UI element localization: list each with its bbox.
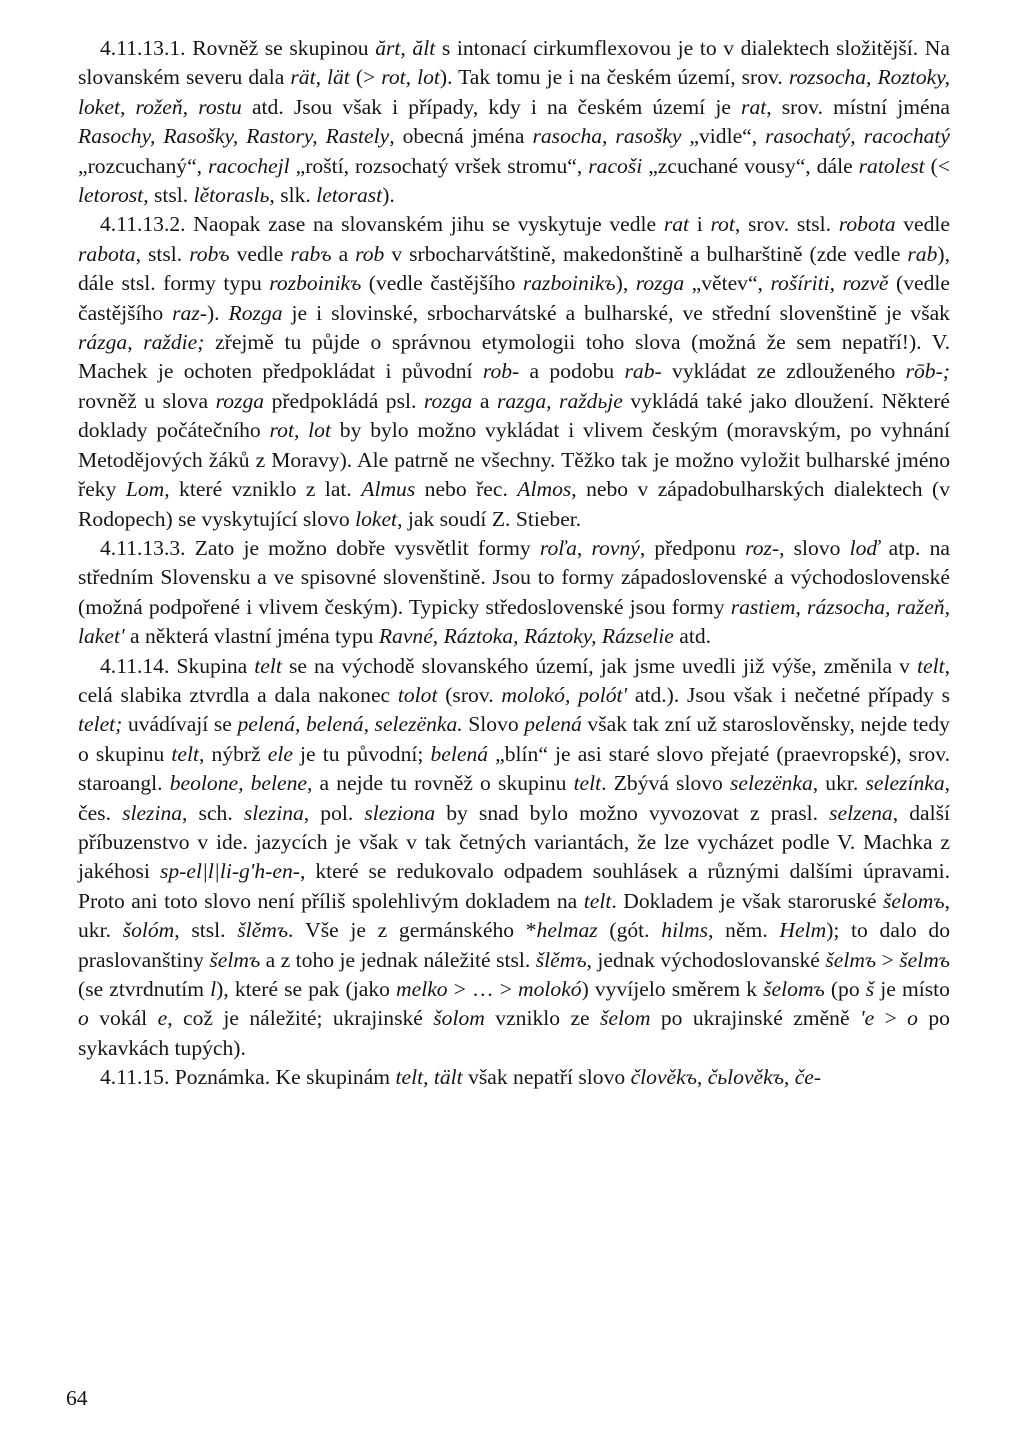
text-run: (po: [824, 977, 866, 1001]
text-run: po ukrajinské změně: [650, 1006, 860, 1031]
text-run: a některá vlastní jména typu: [124, 624, 379, 649]
italic-term: l: [210, 977, 217, 1001]
text-run: a: [331, 241, 356, 266]
text-run: , další příbuzenstvo v ide. jazycích je však v tak četných variantách, že lze vycházet podle V. Machka z jakéhosi: [78, 800, 950, 884]
paragraph-4-11-15: [78, 1063, 950, 1092]
text-run: >: [876, 947, 900, 972]
text-run: , které vzniklo z lat.: [164, 477, 362, 502]
italic-term: Rozga: [228, 300, 283, 325]
italic-term: rozga: [215, 388, 265, 413]
text-run: atd.). Jsou však i nečetné případy s: [627, 682, 951, 707]
text-run: , předponu: [639, 535, 746, 560]
text-run: >: [874, 1006, 908, 1031]
italic-term: rozga: [635, 271, 685, 296]
text-run: , srov. místní jména: [766, 94, 950, 119]
text-run: > … >: [447, 977, 518, 1001]
italic-term: rošíriti, rozvě: [770, 271, 889, 296]
italic-term: šelmъ: [899, 947, 950, 972]
text-run: (gót.: [597, 918, 662, 943]
italic-term: o: [78, 1006, 89, 1031]
text-run: je místo: [874, 977, 950, 1001]
text-run: (se ztvrdnutím: [78, 977, 211, 1001]
text-run: , pol.: [303, 800, 365, 825]
italic-term: telet;: [78, 712, 123, 737]
text-run: i: [689, 212, 711, 237]
italic-term: rōb-;: [905, 359, 950, 384]
text-run: „zcuchané vousy“, dále: [642, 153, 859, 178]
text-run: 4.11.13.3. Zato je možno dobře vysvětlit formy: [100, 535, 540, 560]
italic-term: molokó: [518, 977, 582, 1001]
italic-term: šelomъ: [763, 977, 825, 1001]
text-run: ).: [206, 300, 229, 325]
italic-term: rasochatý, racochatý: [765, 124, 951, 149]
italic-term: selzena: [829, 800, 893, 825]
text-run: s intonací cirkumflexovou je to v dialektech složitější. Na slovanském severu dala: [78, 36, 950, 90]
italic-term: razga, raždьje: [496, 388, 623, 413]
italic-term: 'e: [859, 1006, 875, 1031]
italic-term: sleziona: [364, 800, 436, 825]
italic-term: letorost: [78, 183, 144, 208]
text-run: , ukr.: [812, 771, 866, 796]
text-run: se na východě slovanského území, jak jsme uvedli již výše, změnila v: [281, 653, 917, 678]
italic-term: šelomъ: [883, 888, 945, 913]
italic-term: raz-: [172, 300, 207, 325]
text-run: 4.11.15. Poznámka. Ke skupinám: [100, 1065, 396, 1090]
text-run: , celá slabika ztvrdla a dala nakonec: [78, 653, 950, 707]
italic-term: rot, lot: [269, 418, 331, 443]
text-run: vedle: [229, 241, 291, 266]
text-run: (vedle častějšího: [78, 271, 950, 325]
text-run: atp. na středním Slovensku a ve spisovné slovenštině. Jsou to formy západoslovenské a východoslovenské (možná podpořené i vlivem českým). Typicky středoslovenské jsou formy: [78, 535, 950, 619]
text-run: ), dále stsl. formy typu: [78, 241, 950, 296]
text-run: atd.: [673, 624, 712, 649]
text-run: v srbocharvátštině, makedonštině a bulharštině (zde vedle: [384, 241, 908, 266]
text-run: , které se redukovalo odpadem souhlásek a různými dalšími úpravami. Proto ani toto slovo není příliš spolehlivým dokladem na: [78, 859, 950, 913]
text-run: a: [472, 388, 497, 413]
italic-term: šolóm: [122, 918, 175, 943]
italic-term: ele: [267, 741, 293, 766]
italic-term: rot: [710, 212, 735, 237]
text-run: , čes.: [78, 771, 951, 825]
italic-term: tolot: [397, 682, 438, 707]
text-run: (srov.: [437, 682, 502, 707]
italic-term: šelom: [600, 1006, 651, 1031]
italic-term: rabъ: [290, 241, 332, 266]
italic-term: rab: [907, 241, 938, 266]
italic-term: roľa, rovný: [539, 535, 640, 560]
italic-term: rozboinikъ: [269, 271, 362, 296]
text-run: , a nejde tu rovněž o skupinu: [306, 771, 574, 796]
italic-term: helmaz: [536, 918, 598, 943]
text-run: po sykavkách tupých).: [78, 1006, 950, 1060]
paragraph-4-11-13-2: [78, 210, 950, 533]
text-run: vzniklo ze: [484, 1006, 601, 1031]
italic-term: loket: [355, 506, 398, 531]
text-run: ); to dalo do praslovanštiny: [78, 918, 950, 972]
italic-term: razboinikъ: [522, 271, 616, 296]
text-run: , obecná jména: [389, 124, 533, 149]
italic-term: telt: [917, 653, 945, 678]
text-run: , slovo: [779, 535, 850, 560]
italic-term: rasocha, rasošky: [532, 124, 682, 149]
italic-term: šolom: [433, 1006, 485, 1031]
text-run: nebo řec.: [415, 477, 518, 502]
italic-term: rozga: [423, 388, 473, 413]
text-run: Slovo: [462, 712, 525, 737]
page-number: 64: [66, 1386, 88, 1410]
text-run: vedle: [895, 212, 951, 237]
text-run: rovněž u slova: [78, 388, 216, 413]
text-run: „vidle“,: [681, 124, 766, 149]
italic-term: selezínka: [865, 771, 945, 796]
italic-term: roz-: [745, 535, 780, 560]
text-run: , jak soudí Z. Stieber.: [397, 506, 582, 531]
italic-term: rázga, raždie;: [78, 330, 205, 355]
text-run: . Zbývá slovo: [601, 771, 730, 796]
italic-term: ărt, ălt: [375, 36, 436, 60]
text-run: , srov. stsl.: [734, 212, 839, 237]
text-run: , nýbrž: [198, 741, 268, 766]
italic-term: šlěmъ: [535, 947, 587, 972]
text-run: „rozcuchaný“,: [78, 153, 209, 178]
italic-term: telt, tält: [395, 1065, 463, 1090]
text-run: by snad bylo možno vyvozovat z prasl.: [435, 800, 830, 825]
italic-term: slezina: [243, 800, 304, 825]
italic-term: letorast: [316, 183, 383, 208]
text-run: „roští, rozsochatý vršek stromu“,: [289, 153, 589, 178]
paragraph-4-11-13-3: [78, 534, 950, 652]
text-run: , nebo v západobulharských dialektech (v Rodopech) se vyskytující slovo: [78, 477, 950, 531]
text-run: , sch.: [182, 800, 244, 825]
text-run: a podobu: [519, 359, 625, 384]
text-run: , ukr.: [78, 888, 950, 943]
italic-term: loď: [849, 535, 880, 560]
italic-term: Rasochy, Rasošky, Rastory, Rastely: [78, 124, 390, 149]
text-run: předpokládá psl.: [264, 388, 424, 413]
text-run: 4.11.13.1. Rovněž se skupinou: [100, 36, 376, 60]
text-run: 4.11.13.2. Naopak zase na slovanském jihu se vyskytuje vedle: [100, 212, 664, 237]
italic-term: rastiem, rázsocha, ražeň, laket': [78, 594, 950, 649]
italic-term: robъ: [189, 241, 230, 266]
text-run: 4.11.14. Skupina: [100, 653, 255, 678]
text-run: vykládat ze zdlouženého: [661, 359, 906, 384]
text-run: by bylo možno vykládat i vlivem českým (moravským, po vyhnání Metodějových žáků z Moravy). Ale patrně ne všechny. Těžko tak je možno vyložit bulharské jméno řeky: [78, 418, 950, 502]
text-run: je tu původní;: [292, 741, 431, 766]
italic-term: rät, lät: [290, 65, 350, 90]
text-run: uvádívají se: [122, 712, 238, 737]
italic-term: pelená, belená, selezënka.: [237, 712, 463, 737]
text-run: „blín“ je asi staré slovo přejaté (praevropské), srov. staroangl.: [78, 741, 950, 796]
text-run: , což je náležité; ukrajinské: [167, 1006, 434, 1031]
text-run: atd. Jsou však i případy, kdy i na českém území je: [241, 94, 742, 119]
italic-term: Almos: [517, 477, 572, 502]
italic-term: pelená: [524, 712, 582, 737]
italic-term: rab-: [624, 359, 662, 384]
italic-term: selezënka: [730, 771, 813, 796]
italic-term: slezina: [122, 800, 183, 825]
italic-term: beolone, belene: [169, 771, 307, 796]
italic-term: člověkъ, čьlověkъ, če-: [630, 1065, 822, 1090]
italic-term: telt: [583, 888, 612, 913]
text-run: však tak zní už staroslověnsky, nejde tedy o skupinu: [78, 712, 950, 766]
text-run: , slk.: [269, 183, 317, 208]
text-run: zřejmě tu půjde o správnou etymologii toho slova (možná že sem nepatří!). V. Machek je ochoten předpokládat i původní: [78, 330, 950, 384]
book-page-text: [78, 34, 950, 1093]
italic-term: šelmъ: [825, 947, 877, 972]
italic-term: racochejl: [208, 153, 290, 178]
italic-term: rat: [741, 94, 767, 119]
italic-term: molokó, polót': [501, 682, 628, 707]
text-run: ),: [615, 271, 636, 296]
italic-term: belená: [430, 741, 489, 766]
text-run: ). Tak tomu je i na českém území, srov.: [439, 65, 789, 90]
italic-term: hilms: [661, 918, 709, 943]
italic-term: telt: [171, 741, 199, 766]
text-run: (>: [349, 65, 382, 90]
text-run: ).: [382, 183, 395, 208]
text-run: však nepatří slovo: [462, 1065, 631, 1090]
italic-term: Ravné, Ráztoka, Ráztoky, Rázselie: [378, 624, 674, 649]
text-run: . Vše je z germánského *: [288, 918, 537, 943]
italic-term: rabota: [78, 241, 136, 266]
italic-term: rat: [663, 212, 690, 237]
italic-term: racoši: [588, 153, 643, 178]
italic-term: rob: [355, 241, 385, 266]
text-run: a z toho je jednak náležité stsl.: [260, 947, 536, 972]
italic-term: o: [907, 1006, 918, 1031]
text-run: ), které se pak (jako: [216, 977, 397, 1001]
text-run: (<: [924, 153, 951, 178]
text-run: (vedle častějšího: [361, 271, 523, 296]
italic-term: telt: [254, 653, 282, 678]
italic-term: šelmъ: [209, 947, 261, 972]
text-run: , stsl.: [143, 183, 194, 208]
italic-term: e: [157, 1006, 168, 1031]
italic-term: rot, lot: [381, 65, 440, 90]
italic-term: Lom: [125, 477, 165, 502]
italic-term: melko: [396, 977, 448, 1001]
text-run: . Dokladem je však staroruské: [611, 888, 883, 913]
italic-term: lětoraslь: [193, 183, 270, 208]
italic-term: Helm: [779, 918, 827, 943]
text-run: , stsl.: [135, 241, 190, 266]
text-run: , jednak východoslovanské: [586, 947, 826, 972]
text-run: vokál: [88, 1006, 158, 1031]
italic-term: rob-: [482, 359, 520, 384]
italic-term: rozsocha, Roztoky, loket, rožeň, rostu: [78, 65, 951, 119]
paragraph-4-11-14: [78, 652, 950, 1064]
text-run: je i slovinské, srbocharvátské a bulharské, ve střední slovenštině je však: [282, 300, 950, 325]
italic-term: telt: [573, 771, 602, 796]
italic-term: sp-el|l|li-g'h-en-: [159, 859, 300, 884]
text-run: „větev“,: [684, 271, 771, 296]
text-run: , stsl.: [174, 918, 238, 943]
italic-term: šlěmъ: [237, 918, 289, 943]
text-run: ) vyvíjelo směrem k: [581, 977, 764, 1001]
italic-term: Almus: [361, 477, 416, 502]
text-run: vykládá také jako dloužení. Některé doklady počátečního: [78, 388, 950, 443]
italic-term: robota: [838, 212, 896, 237]
text-run: , něm.: [708, 918, 780, 943]
italic-term: š: [865, 977, 875, 1001]
italic-term: ratolest: [858, 153, 925, 178]
paragraph-4-11-13-1: [78, 34, 950, 210]
